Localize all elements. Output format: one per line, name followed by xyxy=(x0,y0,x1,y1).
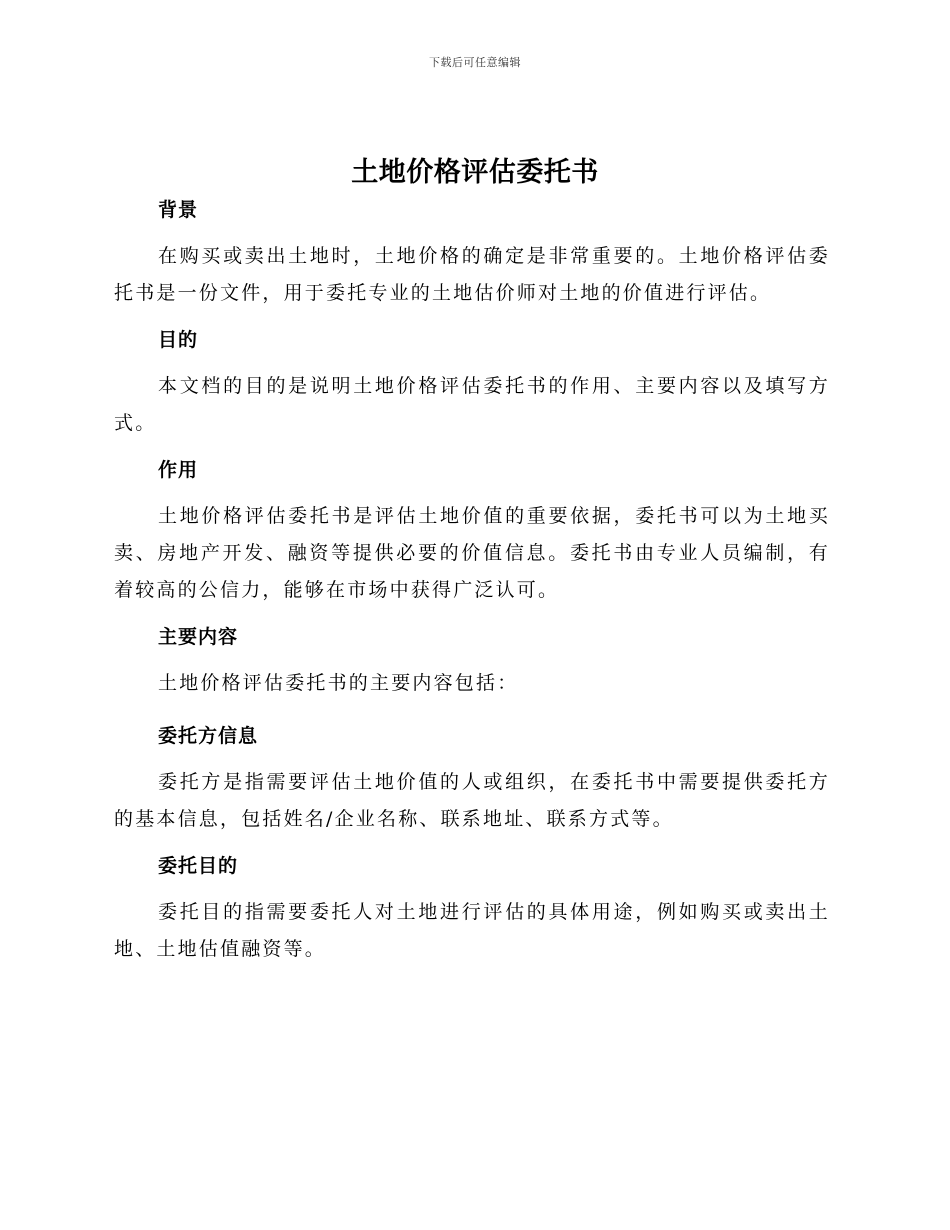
section-heading-commission-purpose: 委托目的 xyxy=(158,855,239,877)
section-paragraph-commission-purpose: 委托目的指需要委托人对土地进行评估的具体用途，例如购买或卖出土地、土地估值融资等。 xyxy=(114,901,830,960)
section-paragraph-purpose: 本文档的目的是说明土地价格评估委托书的作用、主要内容以及填写方式。 xyxy=(114,375,830,434)
document-title: 土地价格评估委托书 xyxy=(351,157,599,188)
header-note: 下载后可任意编辑 xyxy=(429,56,521,69)
section-paragraph-client-info: 委托方是指需要评估土地价值的人或组织，在委托书中需要提供委托方的基本信息，包括姓名/企业名称、联系地址、联系方式等。 xyxy=(114,771,830,830)
document-body xyxy=(114,194,830,980)
section-heading-purpose: 目的 xyxy=(158,329,199,351)
section-heading-client-info: 委托方信息 xyxy=(158,725,259,747)
section-heading-main-content: 主要内容 xyxy=(158,626,239,648)
section-heading-function: 作用 xyxy=(158,459,199,481)
section-paragraph-function: 土地价格评估委托书是评估土地价值的重要依据，委托书可以为土地买卖、房地产开发、融资等提供必要的价值信息。委托书由专业人员编制，有着较高的公信力，能够在市场中获得广泛认可。 xyxy=(114,505,830,601)
section-paragraph-main-content: 土地价格评估委托书的主要内容包括： xyxy=(158,672,519,694)
section-heading-background: 背景 xyxy=(158,199,199,221)
section-paragraph-background: 在购买或卖出土地时，土地价格的确定是非常重要的。土地价格评估委托书是一份文件，用于委托专业的土地估价师对土地的价值进行评估。 xyxy=(114,245,830,304)
